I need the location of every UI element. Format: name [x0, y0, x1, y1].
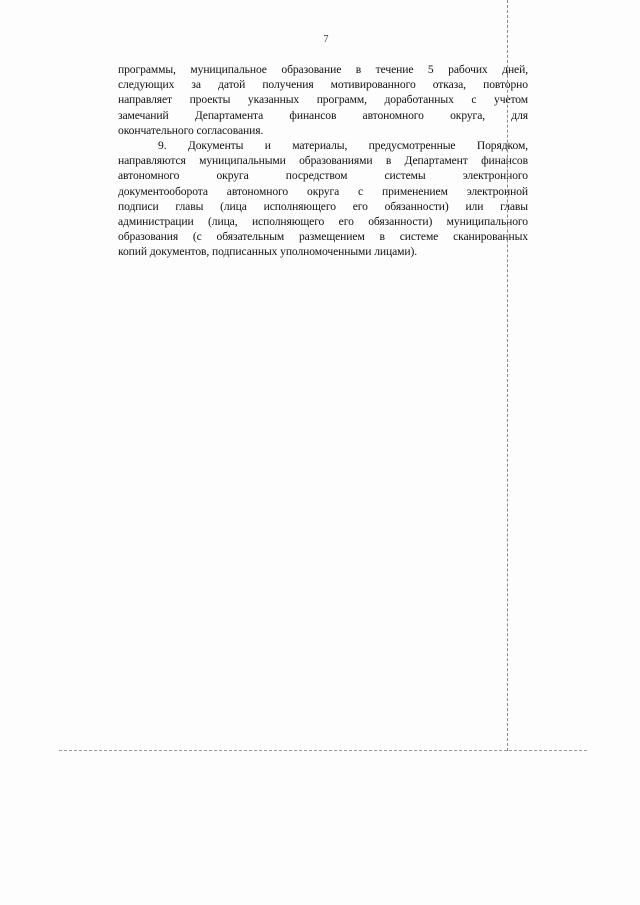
text-line: направляет проекты указанных программ, доработанных с учетом [118, 93, 528, 107]
page-number: 7 [323, 34, 329, 45]
document-body [118, 62, 528, 260]
text-line: замечаний Департамента финансов автономного округа, для [118, 108, 528, 122]
text-line: автономного округа посредством системы электронного [118, 169, 528, 183]
text-line: направляются муниципальными образованиями в Департамент финансов [118, 154, 528, 168]
scan-fold-line-vertical [507, 0, 508, 751]
paragraph-item-9 [118, 138, 528, 260]
scan-fold-line-horizontal [59, 750, 587, 751]
text-line: образования (с обязательным размещением в системе сканированных [118, 230, 528, 244]
text-line: 9. Документы и материалы, предусмотренные Порядком, [158, 139, 528, 153]
text-line: документооборота автономного округа с применением электронной [118, 184, 528, 198]
text-line: программы, муниципальное образование в течение 5 рабочих дней, [118, 63, 528, 76]
text-line: окончательного согласования. [118, 123, 264, 137]
text-line: копий документов, подписанных уполномоченными лицами). [118, 245, 418, 259]
text-line: следующих за датой получения мотивированного отказа, повторно [118, 78, 528, 92]
text-line: администрации (лица, исполняющего его обязанности) муниципального [118, 215, 528, 229]
paragraph-continuation [118, 62, 528, 138]
text-line: подписи главы (лица исполняющего его обязанности) или главы [118, 199, 528, 213]
